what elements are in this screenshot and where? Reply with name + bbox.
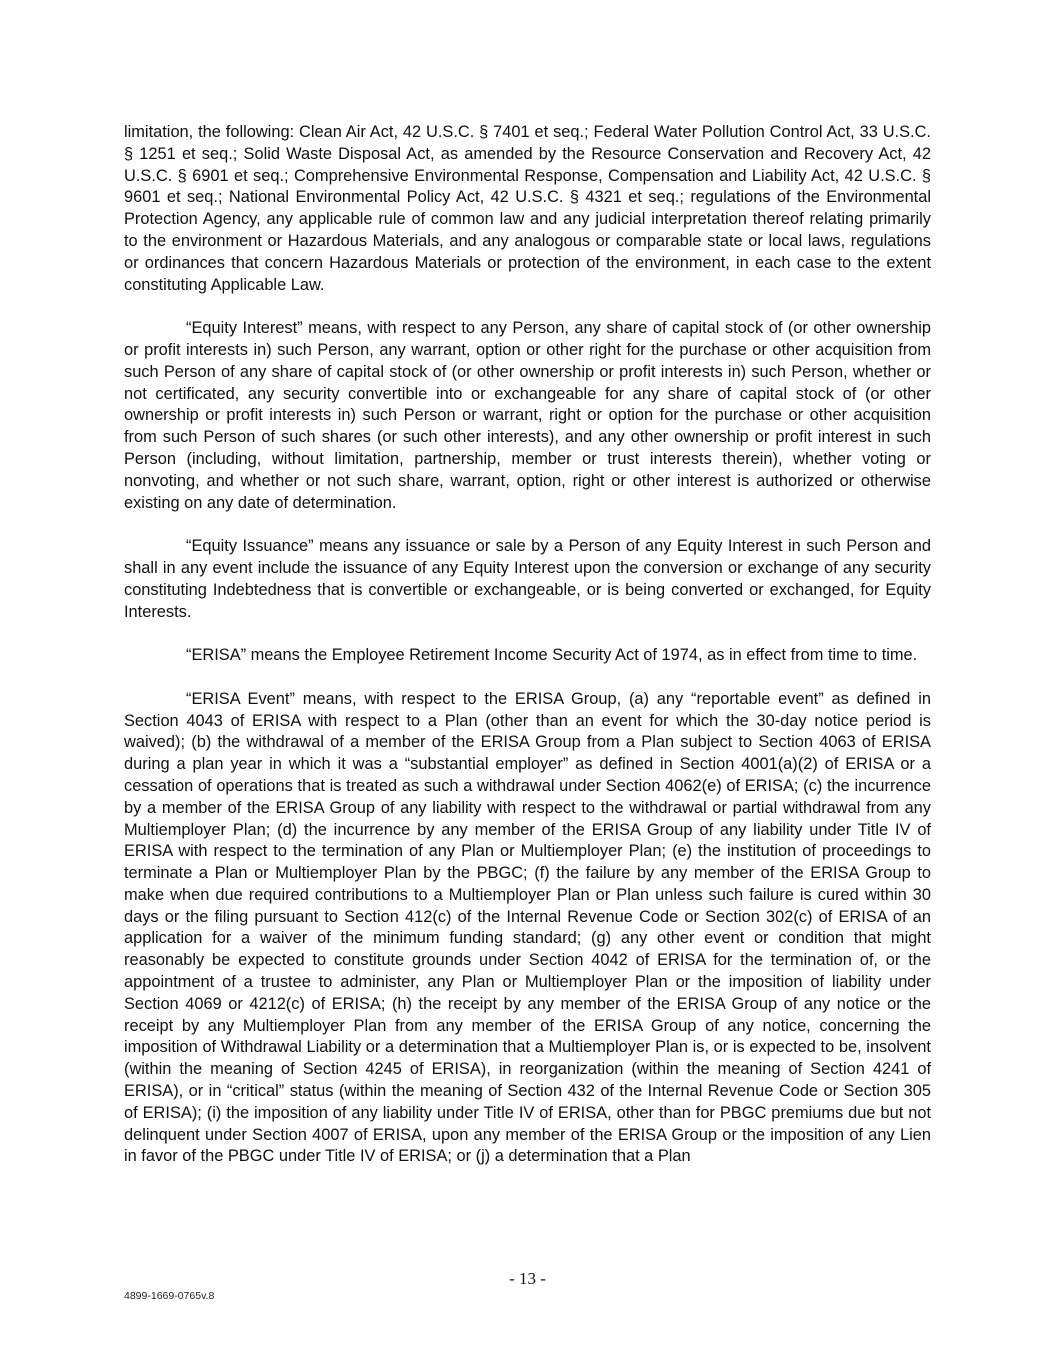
definition-erisa-event: “ERISA Event” means, with respect to the ERISA Group, (a) any “reportable event” as defined in Section 4043 of ERISA with respect to a Plan (other than an event for which the 30-day notice period is waived); (b) the withdrawal of a member of the ERISA Group from a Plan subject to Section 4063 of ERISA during a plan year in which it was a “substantial employer” as defined in Section 4001(a)(2) of ERISA or a cessation of operations that is treated as such a withdrawal under Section 4062(e) of ERISA; (c) the incurrence by a member of the ERISA Group of any liability with respect to the withdrawal or partial withdrawal from any Multiemployer Plan; (d) the incurrence by any member of the ERISA Group of any liability under Title IV of ERISA with respect to the termination of any Plan or Multiemployer Plan; (e) the institution of proceedings to terminate a Plan or Multiemployer Plan by the PBGC; (f) the failure by any member of the ERISA Group to make when due required contributions to a Multiemployer Plan or Plan unless such failure is cured within 30 days or the filing pursuant to Section 412(c) of the Internal Revenue Code or Section 302(c) of ERISA of an application for a waiver of the minimum funding standard; (g) any other event or condition that might reasonably be expected to constitute grounds under Section 4042 of ERISA for the termination of, or the appointment of a trustee to administer, any Plan or Multiemployer Plan or the imposition of liability under Section 4069 or 4212(c) of ERISA; (h) the receipt by any member of the ERISA Group of any notice or the receipt by any Multiemployer Plan from any member of the ERISA Group of any notice, concerning the imposition of Withdrawal Liability or a determination that a Multiemployer Plan is, or is expected to be, insolvent (within the meaning of Section 4245 of ERISA), in reorganization (within the meaning of Section 4241 of ERISA), or in “critical” status (within the meaning of Section 432 of the Internal Revenue Code or Section 305 of ERISA); (i) the imposition of any liability under Title IV of ERISA, other than for PBGC premiums due but not delinquent under Section 4007 of ERISA, upon any member of the ERISA Group or the imposition of any Lien in favor of the PBGC under Title IV of ERISA; or (j) a determination that a Plan: [124, 689, 931, 1166]
document-body: [124, 122, 931, 1190]
paragraph-environmental-laws: limitation, the following: Clean Air Act, 42 U.S.C. § 7401 et seq.; Federal Water Pollution Control Act, 33 U.S.C. § 1251 et seq.; Solid Waste Disposal Act, as amended by the Resource Conservation and Recovery Act, 42 U.S.C. § 6901 et seq.; Comprehensive Environmental Response, Compensation and Liability Act, 42 U.S.C. § 9601 et seq.; National Environmental Policy Act, 42 U.S.C. § 4321 et seq.; regulations of the Environmental Protection Agency, any applicable rule of common law and any judicial interpretation thereof relating primarily to the environment or Hazardous Materials, and any analogous or comparable state or local laws, regulations or ordinances that concern Hazardous Materials or protection of the environment, in each case to the extent constituting Applicable Law.: [124, 123, 931, 294]
definition-equity-issuance: “Equity Issuance” means any issuance or sale by a Person of any Equity Interest in such Person and shall in any event include the issuance of any Equity Interest upon the conversion or exchange of any security constituting Indebtedness that is convertible or exchangeable, or is being converted or exchanged, for Equity Interests.: [124, 537, 931, 621]
definition-erisa: “ERISA” means the Employee Retirement Income Security Act of 1974, as in effect from time to time.: [186, 646, 918, 665]
page-number: - 13 -: [509, 1269, 546, 1288]
document-id: 4899-1669-0765v.8: [124, 1290, 215, 1302]
definition-equity-interest: “Equity Interest” means, with respect to any Person, any share of capital stock of (or other ownership or profit interests in) such Person, any warrant, option or other right for the purchase or other acquisition from such Person of any share of capital stock of (or other ownership or profit interests in) such Person, whether or not certificated, any security convertible into or exchangeable for any share of capital stock of (or other ownership or profit interests in) such Person or warrant, right or option for the purchase or other acquisition from such Person of such shares (or such other interests), and any other ownership or profit interest in such Person (including, without limitation, partnership, member or trust interests therein), whether voting or nonvoting, and whether or not such share, warrant, option, right or other interest is authorized or otherwise existing on any date of determination.: [124, 319, 931, 512]
